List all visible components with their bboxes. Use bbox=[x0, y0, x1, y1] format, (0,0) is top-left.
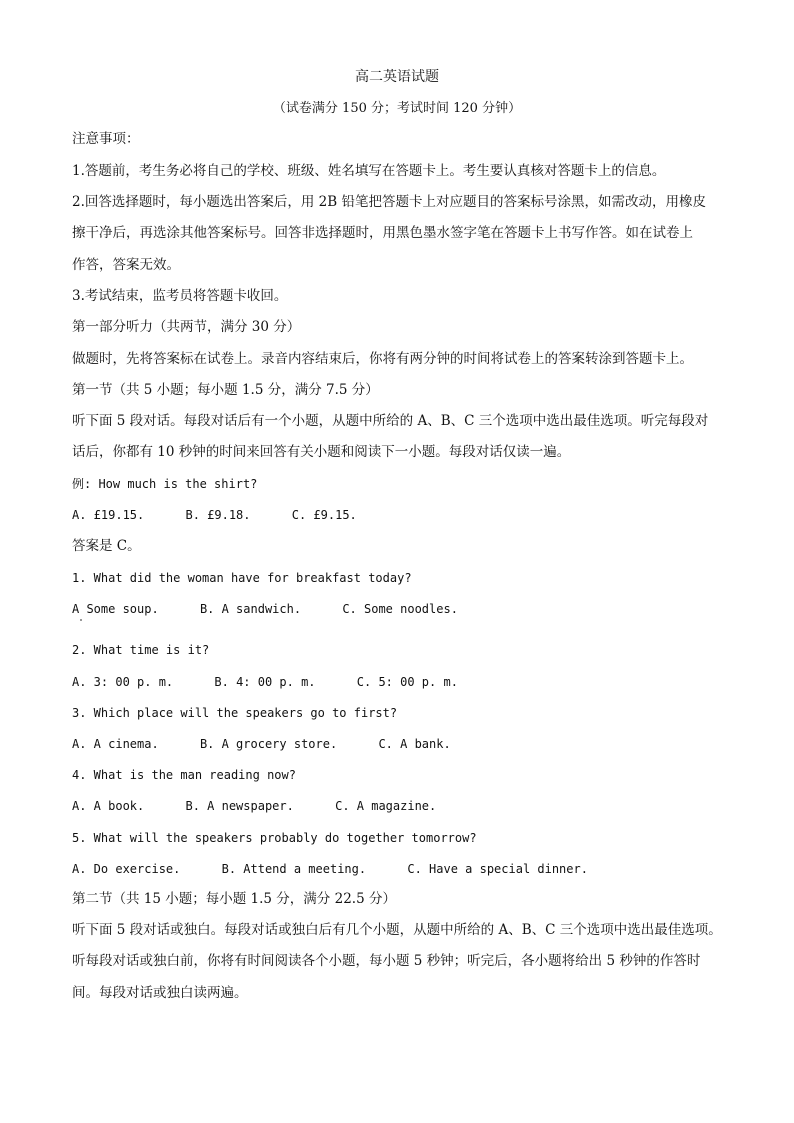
section2-instruction-line-3: 间。每段对话或独白读两遍。 bbox=[72, 985, 248, 1001]
example-option-c: C. £9.15. bbox=[291, 508, 357, 522]
question-5-options bbox=[72, 860, 588, 878]
question-5-option-b: B. Attend a meeting. bbox=[221, 862, 367, 876]
exam-title: 高二英语试题 bbox=[355, 69, 439, 85]
notice-item-2-line-3: 作答，答案无效。 bbox=[72, 257, 180, 273]
question-5-option-c: C. Have a special dinner. bbox=[407, 862, 588, 876]
question-1: 1. What did the woman have for breakfast today? bbox=[72, 571, 412, 585]
question-5-option-a: A. Do exercise. bbox=[72, 862, 181, 876]
example-answer: 答案是 C。 bbox=[72, 538, 141, 554]
question-1-option-a: A Some soup. bbox=[72, 602, 159, 616]
question-4-options bbox=[72, 797, 436, 815]
part1-heading: 第一部分听力（共两节，满分 30 分） bbox=[72, 319, 301, 335]
exam-subtitle: （试卷满分 150 分；考试时间 120 分钟） bbox=[272, 101, 522, 116]
question-3-option-c: C. A bank. bbox=[378, 737, 451, 751]
question-4: 4. What is the man reading now? bbox=[72, 768, 296, 782]
example-option-b: B. £9.18. bbox=[185, 508, 251, 522]
question-4-option-b: B. A newspaper. bbox=[185, 799, 294, 813]
question-2: 2. What time is it? bbox=[72, 643, 210, 657]
question-2-option-a: A. 3: 00 p. m. bbox=[72, 675, 174, 689]
question-2-option-c: C. 5: 00 p. m. bbox=[356, 675, 458, 689]
scan-speck bbox=[80, 619, 82, 621]
question-3: 3. Which place will the speakers go to first? bbox=[72, 706, 398, 720]
section1-instruction-line-2: 话后，你都有 10 秒钟的时间来回答有关小题和阅读下一小题。每段对话仅读一遍。 bbox=[72, 444, 571, 460]
section1-instruction-line-1: 听下面 5 段对话。每段对话后有一个小题，从题中所给的 A、B、C 三个选项中选出最佳选项。听完每段对 bbox=[72, 413, 709, 429]
question-3-option-b: B. A grocery store. bbox=[199, 737, 338, 751]
question-1-option-c: C. Some noodles. bbox=[342, 602, 458, 616]
example-options bbox=[72, 506, 357, 524]
question-5: 5. What will the speakers probably do together tomorrow? bbox=[72, 831, 477, 845]
notice-item-3: 3.考试结束，监考员将答题卡收回。 bbox=[72, 288, 288, 304]
question-3-options bbox=[72, 735, 451, 753]
question-1-options bbox=[72, 600, 458, 618]
example-question: 例: How much is the shirt? bbox=[72, 477, 258, 491]
example-option-a: A. £19.15. bbox=[72, 508, 145, 522]
question-1-option-b: B. A sandwich. bbox=[199, 602, 302, 616]
part1-instruction: 做题时，先将答案标在试卷上。录音内容结束后，你将有两分钟的时间将试卷上的答案转涂到答题卡上。 bbox=[72, 351, 693, 367]
question-3-option-a: A. A cinema. bbox=[72, 737, 159, 751]
question-4-option-a: A. A book. bbox=[72, 799, 145, 813]
notice-item-2-line-2: 擦干净后，再选涂其他答案标号。回答非选择题时，用黑色墨水签字笔在答题卡上书写作答。如在试卷上 bbox=[72, 225, 693, 241]
notice-item-2-line-1: 2.回答选择题时，每小题选出答案后，用 2B 铅笔把答题卡上对应题目的答案标号涂黑，如需改动，用橡皮 bbox=[72, 194, 706, 210]
section1-heading: 第一节（共 5 小题；每小题 1.5 分，满分 7.5 分） bbox=[72, 382, 379, 398]
section2-heading: 第二节（共 15 小题；每小题 1.5 分，满分 22.5 分） bbox=[72, 891, 396, 907]
notice-item-1: 1.答题前，考生务必将自己的学校、班级、姓名填写在答题卡上。考生要认真核对答题卡上的信息。 bbox=[72, 163, 666, 179]
question-4-option-c: C. A magazine. bbox=[335, 799, 437, 813]
section2-instruction-line-2: 听每段对话或独白前，你将有时间阅读各个小题，每小题 5 秒钟；听完后，各小题将给出 5 秒钟的作答时 bbox=[72, 953, 701, 969]
notice-heading: 注意事项： bbox=[72, 131, 140, 147]
question-2-option-b: B. 4: 00 p. m. bbox=[214, 675, 316, 689]
section2-instruction-line-1: 听下面 5 段对话或独白。每段对话或独白后有几个小题，从题中所给的 A、B、C 三个选项中选出最佳选项。 bbox=[72, 922, 722, 938]
question-2-options bbox=[72, 673, 458, 691]
